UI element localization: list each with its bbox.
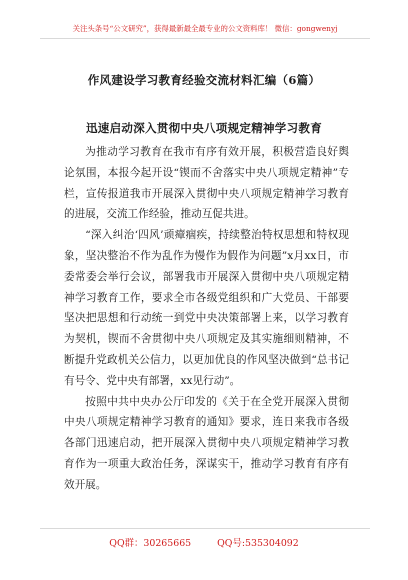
- paragraph-2: “深入纠治‘四风’顽瘴痼疾，持续整治特权思想和特权现象，坚决整治不作为乱作为慢作为假作为问题”x月xx日，市委常委会举行会议，部署我市开展深入贯彻中央八项规定精神学习教育工作，要求全市各级党组织和广大党员、干部要坚决把思想和行动统一到党中央决策部署上来，以学习教育为契机，锲而不舍贯彻中央八项规定及其实施细则精神，不断提升党政机关公信力，以更加优良的作风坚决做到“总书记有号令、党中央有部署，xx见行动”。: [64, 229, 349, 387]
- footer-divider: [40, 528, 370, 529]
- document-title: 作风建设学习教育经验交流材料汇编（6篇）: [87, 73, 321, 87]
- header-banner: 关注头条号“公文研究”，获得最新最全最专业的公文资料库！ 微信：gongwenyj: [72, 24, 338, 33]
- footer-qq-number: QQ号:535304092: [217, 538, 299, 549]
- footer-qq-group: QQ群：30265665: [109, 538, 192, 549]
- paragraph-1: 为推动学习教育在我市有序有效开展，积极营造良好舆论氛围，本报今起开设“锲而不舍落实中央八项规定精神”专栏，宣传报道我市开展深入贯彻中央八项规定精神学习教育的进展，交流工作经验，推动互促共进。: [64, 146, 349, 221]
- header-divider: [40, 38, 370, 39]
- paragraph-3: 按照中共中央办公厅印发的《关于在全党开展深入贯彻中央八项规定精神学习教育的通知》要求，连日来我市各级各部门迅速启动，把开展深入贯彻中央八项规定精神学习教育作为一项重大政治任务，深谋实干，推动学习教育有序有效开展。: [64, 395, 349, 491]
- section-title: 迅速启动深入贯彻中央八项规定精神学习教育: [86, 121, 322, 135]
- body-text: [64, 142, 349, 496]
- footer-contact: [0, 535, 408, 549]
